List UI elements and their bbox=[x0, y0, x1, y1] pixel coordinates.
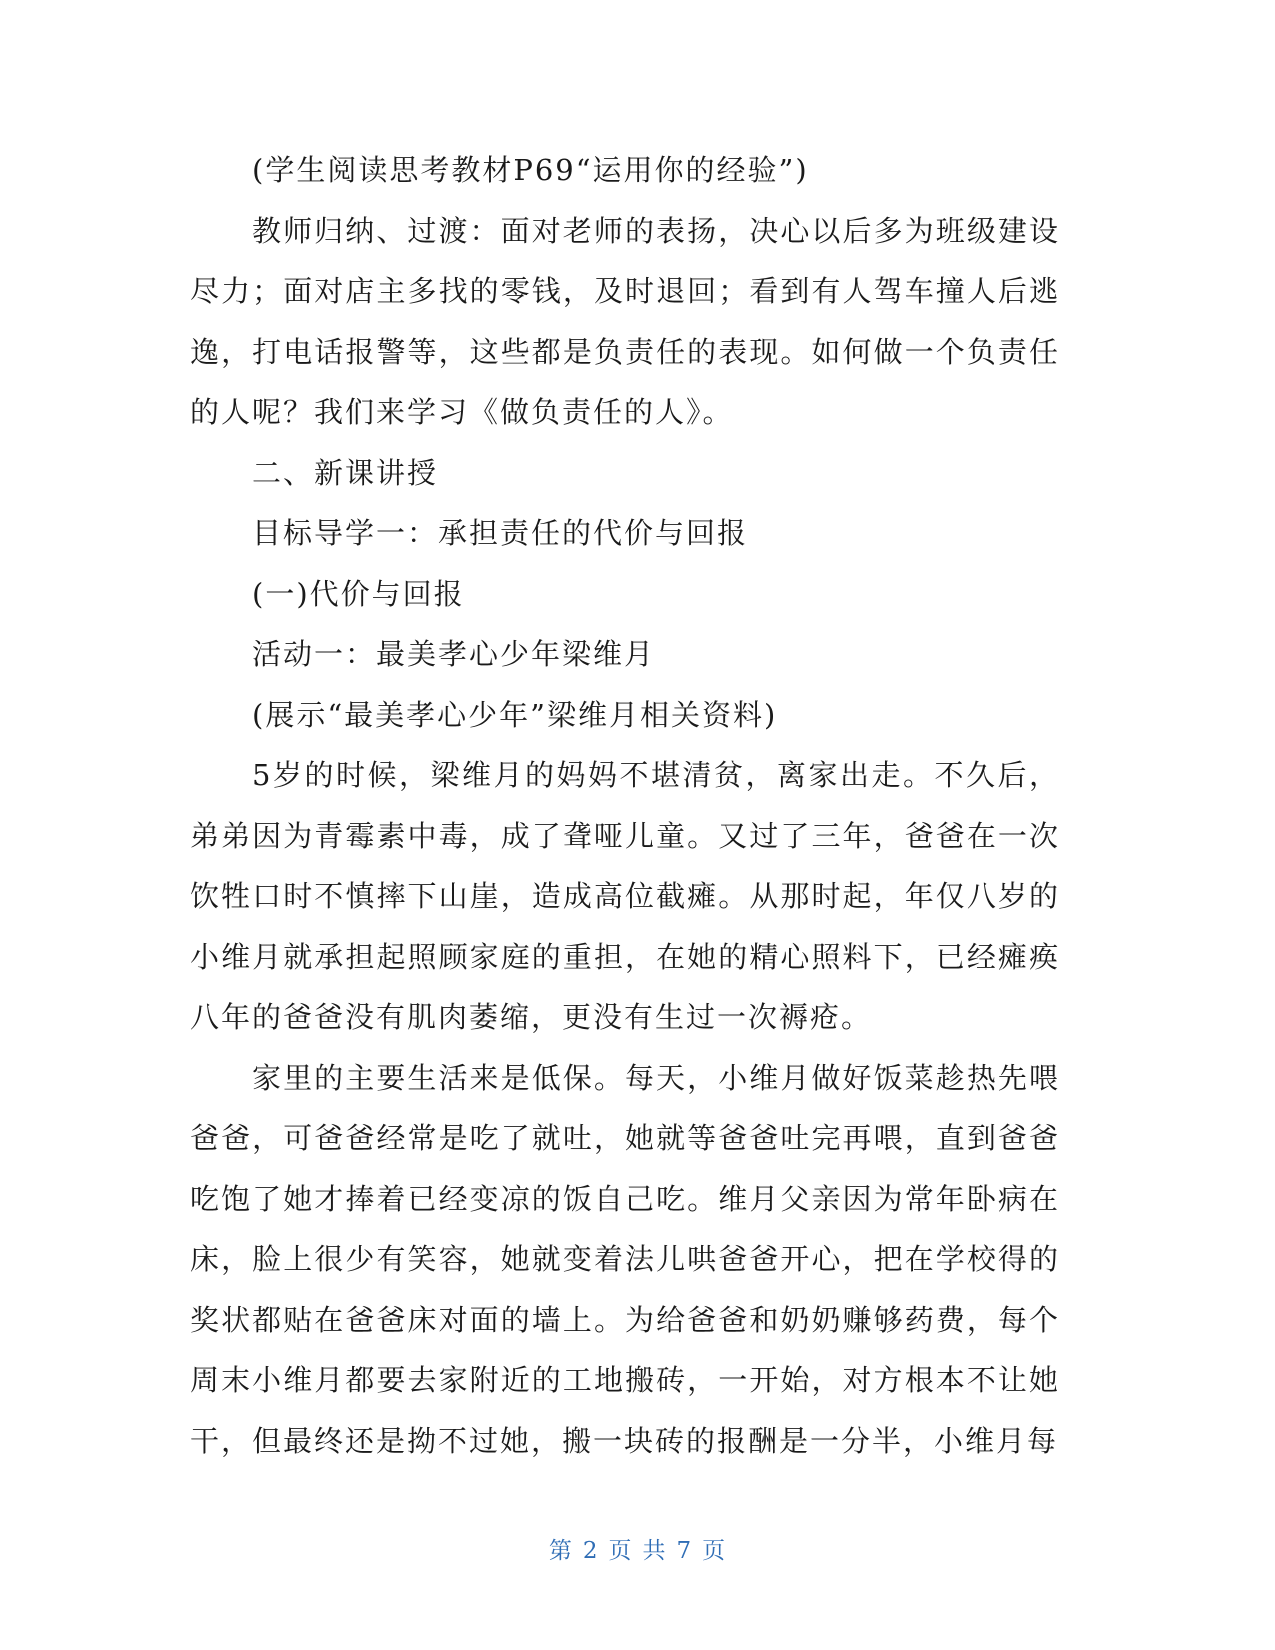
paragraph-story-part1: 5岁的时候，梁维月的妈妈不堪清贫，离家出走。不久后，弟弟因为青霉素中毒，成了聋哑儿童。又过了三年，爸爸在一次饮牲口时不慎摔下山崖，造成高位截瘫。从那时起，年仅八岁的小维月就承担起照顾家庭的重担，在她的精心照料下，已经瘫痪八年的爸爸没有肌肉萎缩，更没有生过一次褥疮。 bbox=[190, 758, 1060, 1034]
subsection-heading: (一)代价与回报 bbox=[252, 576, 465, 611]
objective-heading: 目标导学一：承担责任的代价与回报 bbox=[252, 516, 749, 550]
section-heading-new-lesson: 二、新课讲授 bbox=[252, 455, 439, 490]
footer-total-word: 共 bbox=[642, 1538, 667, 1564]
page-footer bbox=[0, 1532, 1275, 1565]
footer-prefix: 第 bbox=[548, 1538, 573, 1564]
document-body bbox=[190, 140, 1060, 1471]
footer-total-pages: 7 bbox=[676, 1538, 693, 1564]
footer-current-page: 2 bbox=[582, 1538, 599, 1564]
paragraph-teacher-summary: 教师归纳、过渡：面对老师的表扬，决心以后多为班级建设尽力；面对店主多找的零钱，及时退回；看到有人驾车撞人后逃逸，打电话报警等，这些都是负责任的表现。如何做一个负责任的人呢？我们来学习《做负责任的人》。 bbox=[190, 213, 1060, 429]
paragraph-story-part2: 家里的主要生活来是低保。每天，小维月做好饭菜趁热先喂爸爸，可爸爸经常是吃了就吐，她就等爸爸吐完再喂，直到爸爸吃饱了她才捧着已经变凉的饭自己吃。维月父亲因为常年卧病在床，脸上很少有笑容，她就变着法儿哄爸爸开心，把在学校得的奖状都贴在爸爸床对面的墙上。为给爸爸和奶奶赚够药费，每个周末小维月都要去家附近的工地搬砖，一开始，对方根本不让她干，但最终还是拗不过她，搬一块砖的报酬是一分半，小维月每 bbox=[190, 1060, 1060, 1458]
footer-suffix: 页 bbox=[702, 1538, 727, 1564]
paragraph-material-note: (展示“最美孝心少年”梁维月相关资料) bbox=[252, 697, 778, 732]
footer-page-word: 页 bbox=[608, 1538, 633, 1564]
activity-heading: 活动一：最美孝心少年梁维月 bbox=[252, 637, 656, 671]
paragraph-textbook-reference: (学生阅读思考教材P69“运用你的经验”) bbox=[252, 153, 809, 187]
